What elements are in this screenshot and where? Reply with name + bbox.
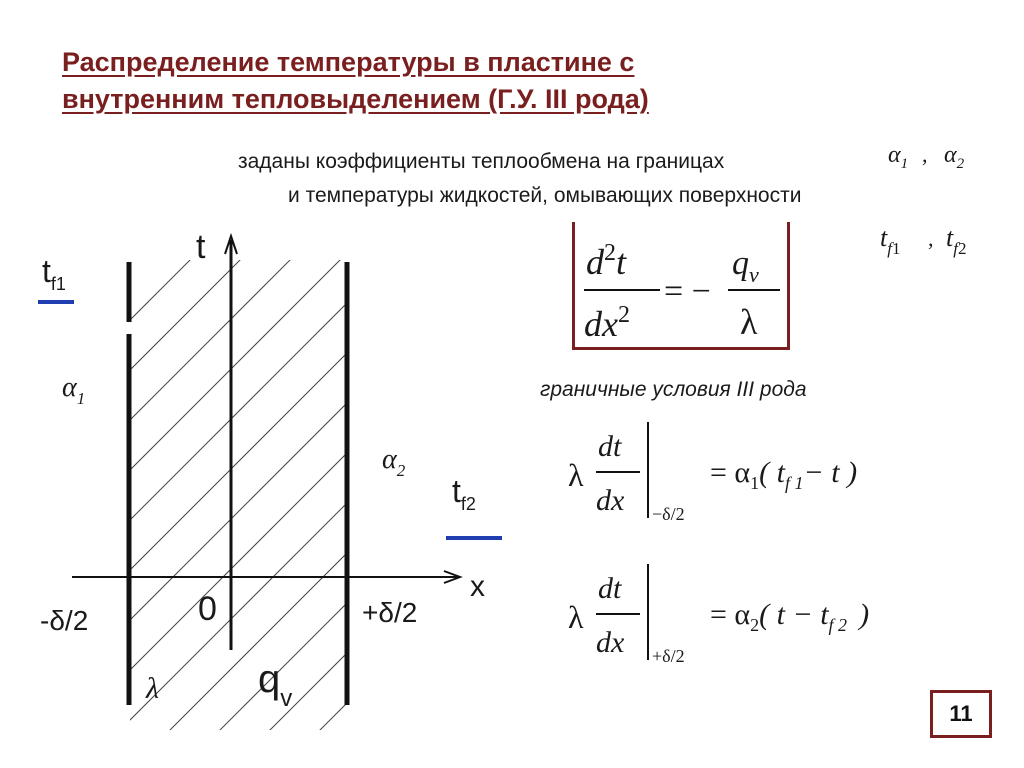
alpha2-label: $\alpha_2$ xyxy=(382,444,406,480)
eq-denominator: $dx^2$ xyxy=(584,302,630,344)
bc1-lambda: λ xyxy=(568,457,584,493)
bc1-dx: dx xyxy=(596,484,625,517)
bc2-dt: dt xyxy=(598,572,622,605)
bc1-dt: dt xyxy=(598,430,622,463)
given-alpha1: $\alpha_1$ xyxy=(888,142,909,172)
eq-lambda: λ xyxy=(740,302,758,342)
plate-diagram xyxy=(0,220,540,768)
t-axis-label: t xyxy=(196,228,206,266)
boundary-condition-1 xyxy=(564,418,944,528)
given-line-2: и температуры жидкостей, омывающих поверхности xyxy=(288,184,802,207)
title-line-1: Распределение температуры в пластине с xyxy=(62,47,635,77)
bc2-lambda: λ xyxy=(568,599,584,635)
x-axis-label: x xyxy=(470,570,485,603)
bc2-eval-point: +δ/2 xyxy=(652,646,685,666)
given-comma-1: , xyxy=(922,142,928,167)
tf1-label: $t_{f1}$ xyxy=(42,253,66,294)
bc1-rhs: = $\alpha_1$( $t_{f 1}- t$ ) xyxy=(710,456,858,493)
given-comma-2: , xyxy=(928,226,934,251)
given-line-1: заданы коэффициенты теплообмена на границах xyxy=(238,150,725,173)
heat-equation xyxy=(580,226,790,350)
alpha1-label: $\alpha_1$ xyxy=(62,372,86,408)
plus-half-delta-label: +δ/2 xyxy=(362,597,418,628)
given-alpha2: $\alpha_2$ xyxy=(944,142,965,172)
eq-numerator: $d^2t$ xyxy=(586,240,627,282)
lambda-label: λ xyxy=(146,672,159,705)
minus-half-delta-label: -δ/2 xyxy=(40,605,89,636)
bc2-dx: dx xyxy=(596,626,625,659)
eq-equals-minus: = − xyxy=(664,273,711,310)
qv-label: $q_v$ xyxy=(258,657,293,712)
eq-qv: $q_v$ xyxy=(732,245,759,287)
tf2-label: $t_{f2}$ xyxy=(452,473,476,514)
slide-title xyxy=(62,44,822,118)
title-line-2: внутренним тепловыделением (Г.У. III рода) xyxy=(62,84,649,114)
boundary-heading: граничные условия III рода xyxy=(540,378,807,401)
given-symbols xyxy=(880,130,1010,270)
page-number: 11 xyxy=(930,690,992,738)
bc1-eval-point: −δ/2 xyxy=(652,504,685,524)
given-tf2: $t_f2$ xyxy=(946,223,967,258)
given-tf1: $t_f1$ xyxy=(880,223,901,258)
bc2-rhs: = $\alpha_2$( $t - t_{f 2}$ ) xyxy=(710,598,870,635)
origin-label: 0 xyxy=(198,590,217,628)
boundary-condition-2 xyxy=(564,560,964,670)
